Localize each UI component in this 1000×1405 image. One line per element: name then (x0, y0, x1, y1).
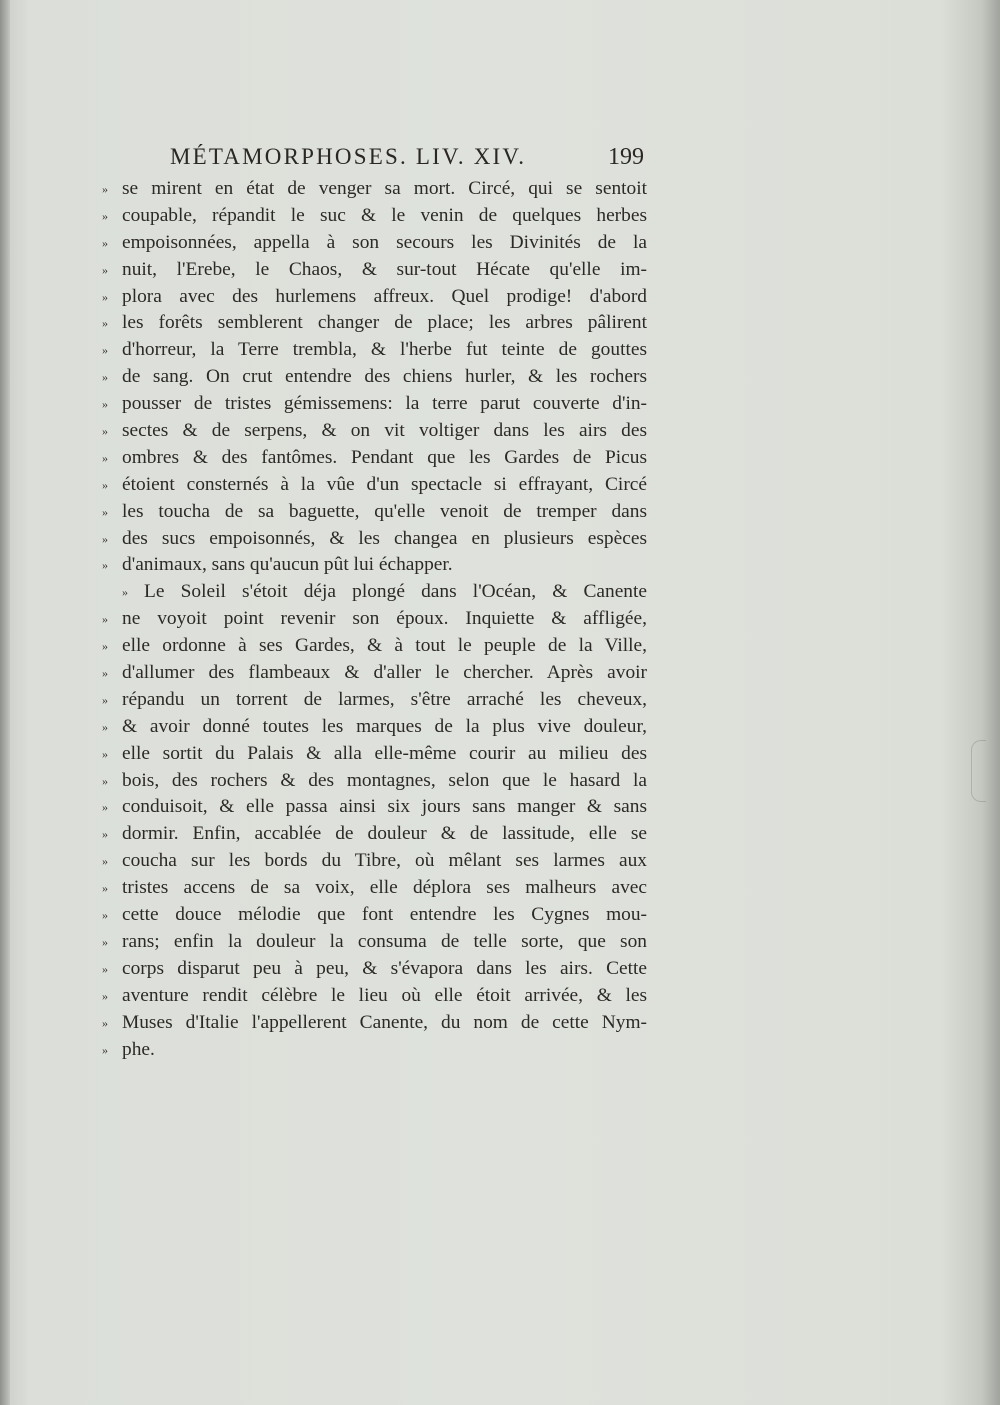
quote-mark: » (102, 397, 108, 412)
quote-mark: » (102, 881, 108, 896)
quote-mark: » (102, 289, 108, 304)
quote-mark: » (102, 773, 108, 788)
line-text: pousser de tristes gémissemens: la terre parut couverte d'in- (122, 393, 647, 415)
line-text: Muses d'Italie l'appellerent Canente, du nom de cette Nym- (122, 1011, 647, 1033)
quote-mark: » (102, 827, 108, 842)
quote-mark: » (102, 504, 108, 519)
page-edge-shadow (982, 0, 1000, 1405)
text-line (102, 633, 647, 660)
quote-mark: » (102, 961, 108, 976)
quote-mark: » (102, 182, 108, 196)
text-line (102, 794, 647, 821)
text-line (102, 983, 647, 1010)
quote-mark: » (102, 988, 108, 1003)
quote-mark: » (102, 746, 108, 761)
line-text: ombres & des fantômes. Pendant que les Gardes de Picus (122, 446, 647, 468)
line-text: d'animaux, sans qu'aucun pût lui échapper. (122, 554, 453, 576)
quote-mark: » (122, 585, 128, 600)
text-line (102, 929, 647, 956)
quote-mark: » (102, 666, 108, 681)
line-text: tristes accens de sa voix, elle déplora ses malheurs avec (122, 877, 647, 899)
line-text: répandu un torrent de larmes, s'être arraché les cheveux, (122, 688, 647, 710)
text-line (102, 472, 647, 499)
text-line (102, 552, 647, 579)
line-text: nuit, l'Erebe, le Chaos, & sur-tout Hécate qu'elle im- (122, 258, 647, 280)
line-text: d'allumer des flambeaux & d'aller le chercher. Après avoir (122, 662, 647, 684)
text-line (102, 176, 647, 203)
text-line (102, 875, 647, 902)
text-line (102, 230, 647, 257)
body-text (102, 176, 647, 1063)
line-text: coupable, répandit le suc & le venin de quelques herbes (122, 204, 647, 226)
text-line (102, 579, 647, 606)
text-line (102, 526, 647, 553)
line-text: rans; enfin la douleur la consuma de telle sorte, que son (122, 930, 647, 952)
line-text: se mirent en état de venger sa mort. Circé, qui se sentoit (122, 178, 647, 199)
text-line (102, 606, 647, 633)
line-text: elle ordonne à ses Gardes, & à tout le peuple de la Ville, (122, 635, 647, 657)
text-line (102, 821, 647, 848)
quote-mark: » (102, 316, 108, 331)
quote-mark: » (102, 908, 108, 923)
line-text: dormir. Enfin, accablée de douleur & de lassitude, elle se (122, 823, 647, 845)
line-text: ne voyoit point revenir son époux. Inquiette & affligée, (122, 608, 647, 630)
line-text: corps disparut peu à peu, & s'évapora dans les airs. Cette (122, 957, 647, 979)
quote-mark: » (102, 208, 108, 223)
line-text: plora avec des hurlemens affreux. Quel prodige! d'abord (122, 285, 647, 307)
running-title: MÉTAMORPHOSES. LIV. XIV. (170, 144, 527, 169)
quote-mark: » (102, 370, 108, 385)
quote-mark: » (102, 450, 108, 465)
text-line (102, 499, 647, 526)
line-text: les forêts semblerent changer de place; les arbres pâlirent (122, 312, 647, 334)
line-text: de sang. On crut entendre des chiens hurler, & les rochers (122, 366, 647, 388)
page-number: 199 (608, 144, 644, 170)
line-text: conduisoit, & elle passa ainsi six jours sans manger & sans (122, 796, 647, 818)
text-line (102, 391, 647, 418)
page-edge-tab (971, 740, 986, 802)
quote-mark: » (102, 934, 108, 949)
text-line (102, 687, 647, 714)
text-line (102, 203, 647, 230)
quote-mark: » (102, 1015, 108, 1030)
line-text: Le Soleil s'étoit déja plongé dans l'Océan, & Canente (144, 581, 647, 603)
text-line (102, 768, 647, 795)
line-text: cette douce mélodie que font entendre les Cygnes mou- (122, 904, 647, 926)
text-line (102, 741, 647, 768)
line-text: elle sortit du Palais & alla elle-même courir au milieu des (122, 742, 647, 764)
text-line (102, 902, 647, 929)
line-text: les toucha de sa baguette, qu'elle venoit de tremper dans (122, 500, 647, 522)
quote-mark: » (102, 343, 108, 358)
quote-mark: » (102, 800, 108, 815)
text-line (102, 1010, 647, 1037)
text-line (102, 660, 647, 687)
quote-mark: » (102, 854, 108, 869)
quote-mark: » (102, 531, 108, 546)
quote-mark: » (102, 612, 108, 627)
binding-gutter (0, 0, 10, 1405)
line-text: coucha sur les bords du Tibre, où mêlant ses larmes aux (122, 850, 647, 872)
line-text: étoient consternés à la vûe d'un spectacle si effrayant, Circé (122, 473, 647, 495)
quote-mark: » (102, 719, 108, 734)
line-text: des sucs empoisonnés, & les changea en plusieurs espèces (122, 527, 647, 549)
quote-mark: » (102, 1042, 108, 1057)
quote-mark: » (102, 262, 108, 277)
text-line (102, 310, 647, 337)
quote-mark: » (102, 639, 108, 654)
quote-mark: » (102, 558, 108, 573)
line-text: aventure rendit célèbre le lieu où elle étoit arrivée, & les (122, 984, 647, 1006)
line-text: phe. (122, 1038, 155, 1060)
text-line (102, 364, 647, 391)
text-line (102, 956, 647, 983)
line-text: empoisonnées, appella à son secours les Divinités de la (122, 231, 647, 253)
text-line (102, 848, 647, 875)
quote-mark: » (102, 477, 108, 492)
quote-mark: » (102, 424, 108, 439)
line-text: sectes & de serpens, & on vit voltiger dans les airs des (122, 420, 647, 442)
line-text: bois, des rochers & des montagnes, selon que le hasard la (122, 769, 647, 791)
page-header (170, 141, 650, 173)
text-line (102, 445, 647, 472)
quote-mark: » (102, 235, 108, 250)
text-line (102, 714, 647, 741)
quote-mark: » (102, 692, 108, 707)
text-line (102, 1037, 647, 1064)
text-line (102, 257, 647, 284)
text-line (102, 418, 647, 445)
text-line (102, 284, 647, 311)
line-text: & avoir donné toutes les marques de la plus vive douleur, (122, 715, 647, 737)
text-line (102, 337, 647, 364)
line-text: d'horreur, la Terre trembla, & l'herbe fut teinte de gouttes (122, 339, 647, 361)
